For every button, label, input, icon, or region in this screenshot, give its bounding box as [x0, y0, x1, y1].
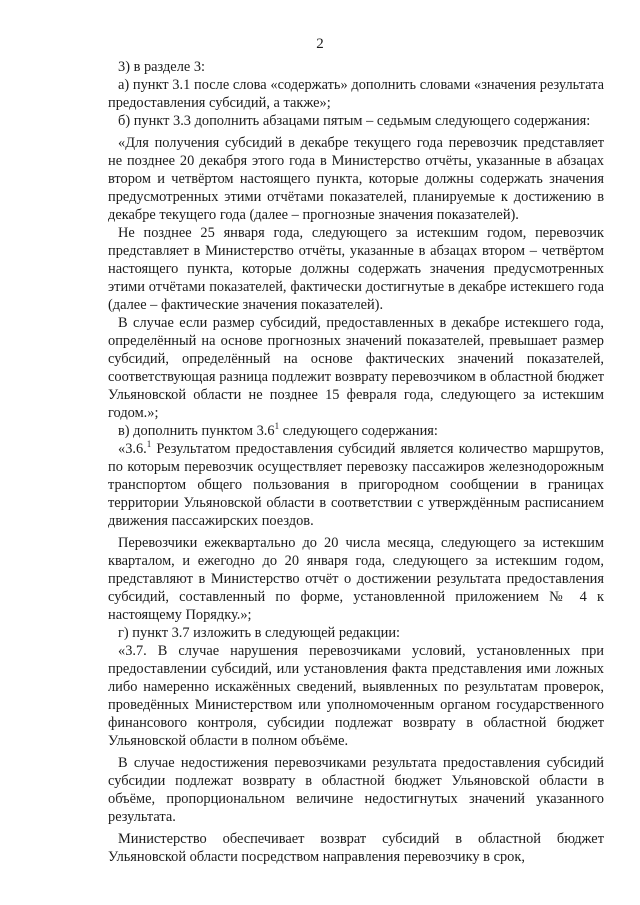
item-v-text-start: в) дополнить пунктом 3.6 [118, 423, 275, 439]
document-body [108, 58, 604, 866]
paragraph-quarterly-reports: Перевозчики ежеквартально до 20 числа месяца, следующего за истекшим кварталом, и ежегодно до 20 января года, следующего за истекшим годом, представляют в Министерство отчёт о достижении результата предоставления субсидий, составленный по форме, установленной приложением № 4 к настоящему Порядку.»; [108, 535, 604, 623]
item-v-superscript: 1 [274, 421, 280, 432]
clause-3-6-1-number: «3.6. [118, 441, 147, 457]
paragraph-item-v [108, 422, 604, 440]
paragraph-item-g: г) пункт 3.7 изложить в следующей редакции: [118, 625, 401, 641]
item-v-text-end: следующего содержания: [279, 423, 438, 439]
paragraph-clause-3-6-1 [108, 440, 604, 530]
paragraph-item-a: а) пункт 3.1 после слова «содержать» дополнить словами «значения результата предоставления субсидий, а также»; [108, 77, 604, 111]
paragraph-item-b: б) пункт 3.3 дополнить абзацами пятым – седьмым следующего содержания: [118, 113, 591, 129]
paragraph-refund-difference: В случае если размер субсидий, предоставленных в декабре истекшего года, определённый на основе прогнозных значений показателей, превышает размер субсидий, определённый на основе фактических значений показателей, соответствующая разница подлежит возврату перевозчиком в областной бюджет Ульяновской области не позднее 15 февраля года, следующего за истекшим годом.»; [108, 315, 604, 421]
clause-3-6-1-text: Результатом предоставления субсидий является количество маршрутов, по которым перевозчик осуществляет перевозку пассажиров железнодорожным транспортом общего пользования в пригородном сообщении в границах территории Ульяновской области в соответствии с утверждённым расписанием движения пассажирских поездов. [108, 441, 604, 529]
paragraph-quote-december: «Для получения субсидий в декабре текущего года перевозчик представляет не позднее 20 декабря этого года в Министерство отчёты, указанные в абзацах втором и четвёртом настоящего пункта, которые должны содержать значения предусмотренных этими отчётами показателей, планируемые к достижению в декабре текущего года (далее – прогнозные значения показателей). [108, 135, 604, 223]
paragraph-ministry-refund: Министерство обеспечивает возврат субсидий в областной бюджет Ульяновской области посредством направления перевозчику в срок, [108, 831, 604, 865]
paragraph-non-achievement: В случае недостижения перевозчиками результата предоставления субсидий субсидии подлежат возврату в областной бюджет Ульяновской области в объёме, пропорциональном величине недостигнутых значений указанного результата. [108, 755, 604, 825]
paragraph-january-deadline: Не позднее 25 января года, следующего за истекшим годом, перевозчик представляет в Министерство отчёты, указанные в абзацах втором – четвёртом настоящего пункта, которые должны содержать значения предусмотренных этими отчётами показателей, фактически достигнутые в декабре истекшего года (далее – фактические значения показателей). [108, 225, 604, 313]
clause-3-6-1-superscript: 1 [146, 439, 152, 450]
paragraph-clause-3-7: «3.7. В случае нарушения перевозчиками условий, установленных при предоставлении субсидий, или установления факта представления ими ложных либо намеренно искажённых сведений, выявленных по результатам проверок, проведённых Министерством или уполномоченным органом государственного финансового контроля, субсидии подлежат возврату в областной бюджет Ульяновской области в полном объёме. [108, 643, 604, 749]
paragraph-section-3: 3) в разделе 3: [118, 59, 206, 75]
page-number: 2 [316, 36, 324, 52]
